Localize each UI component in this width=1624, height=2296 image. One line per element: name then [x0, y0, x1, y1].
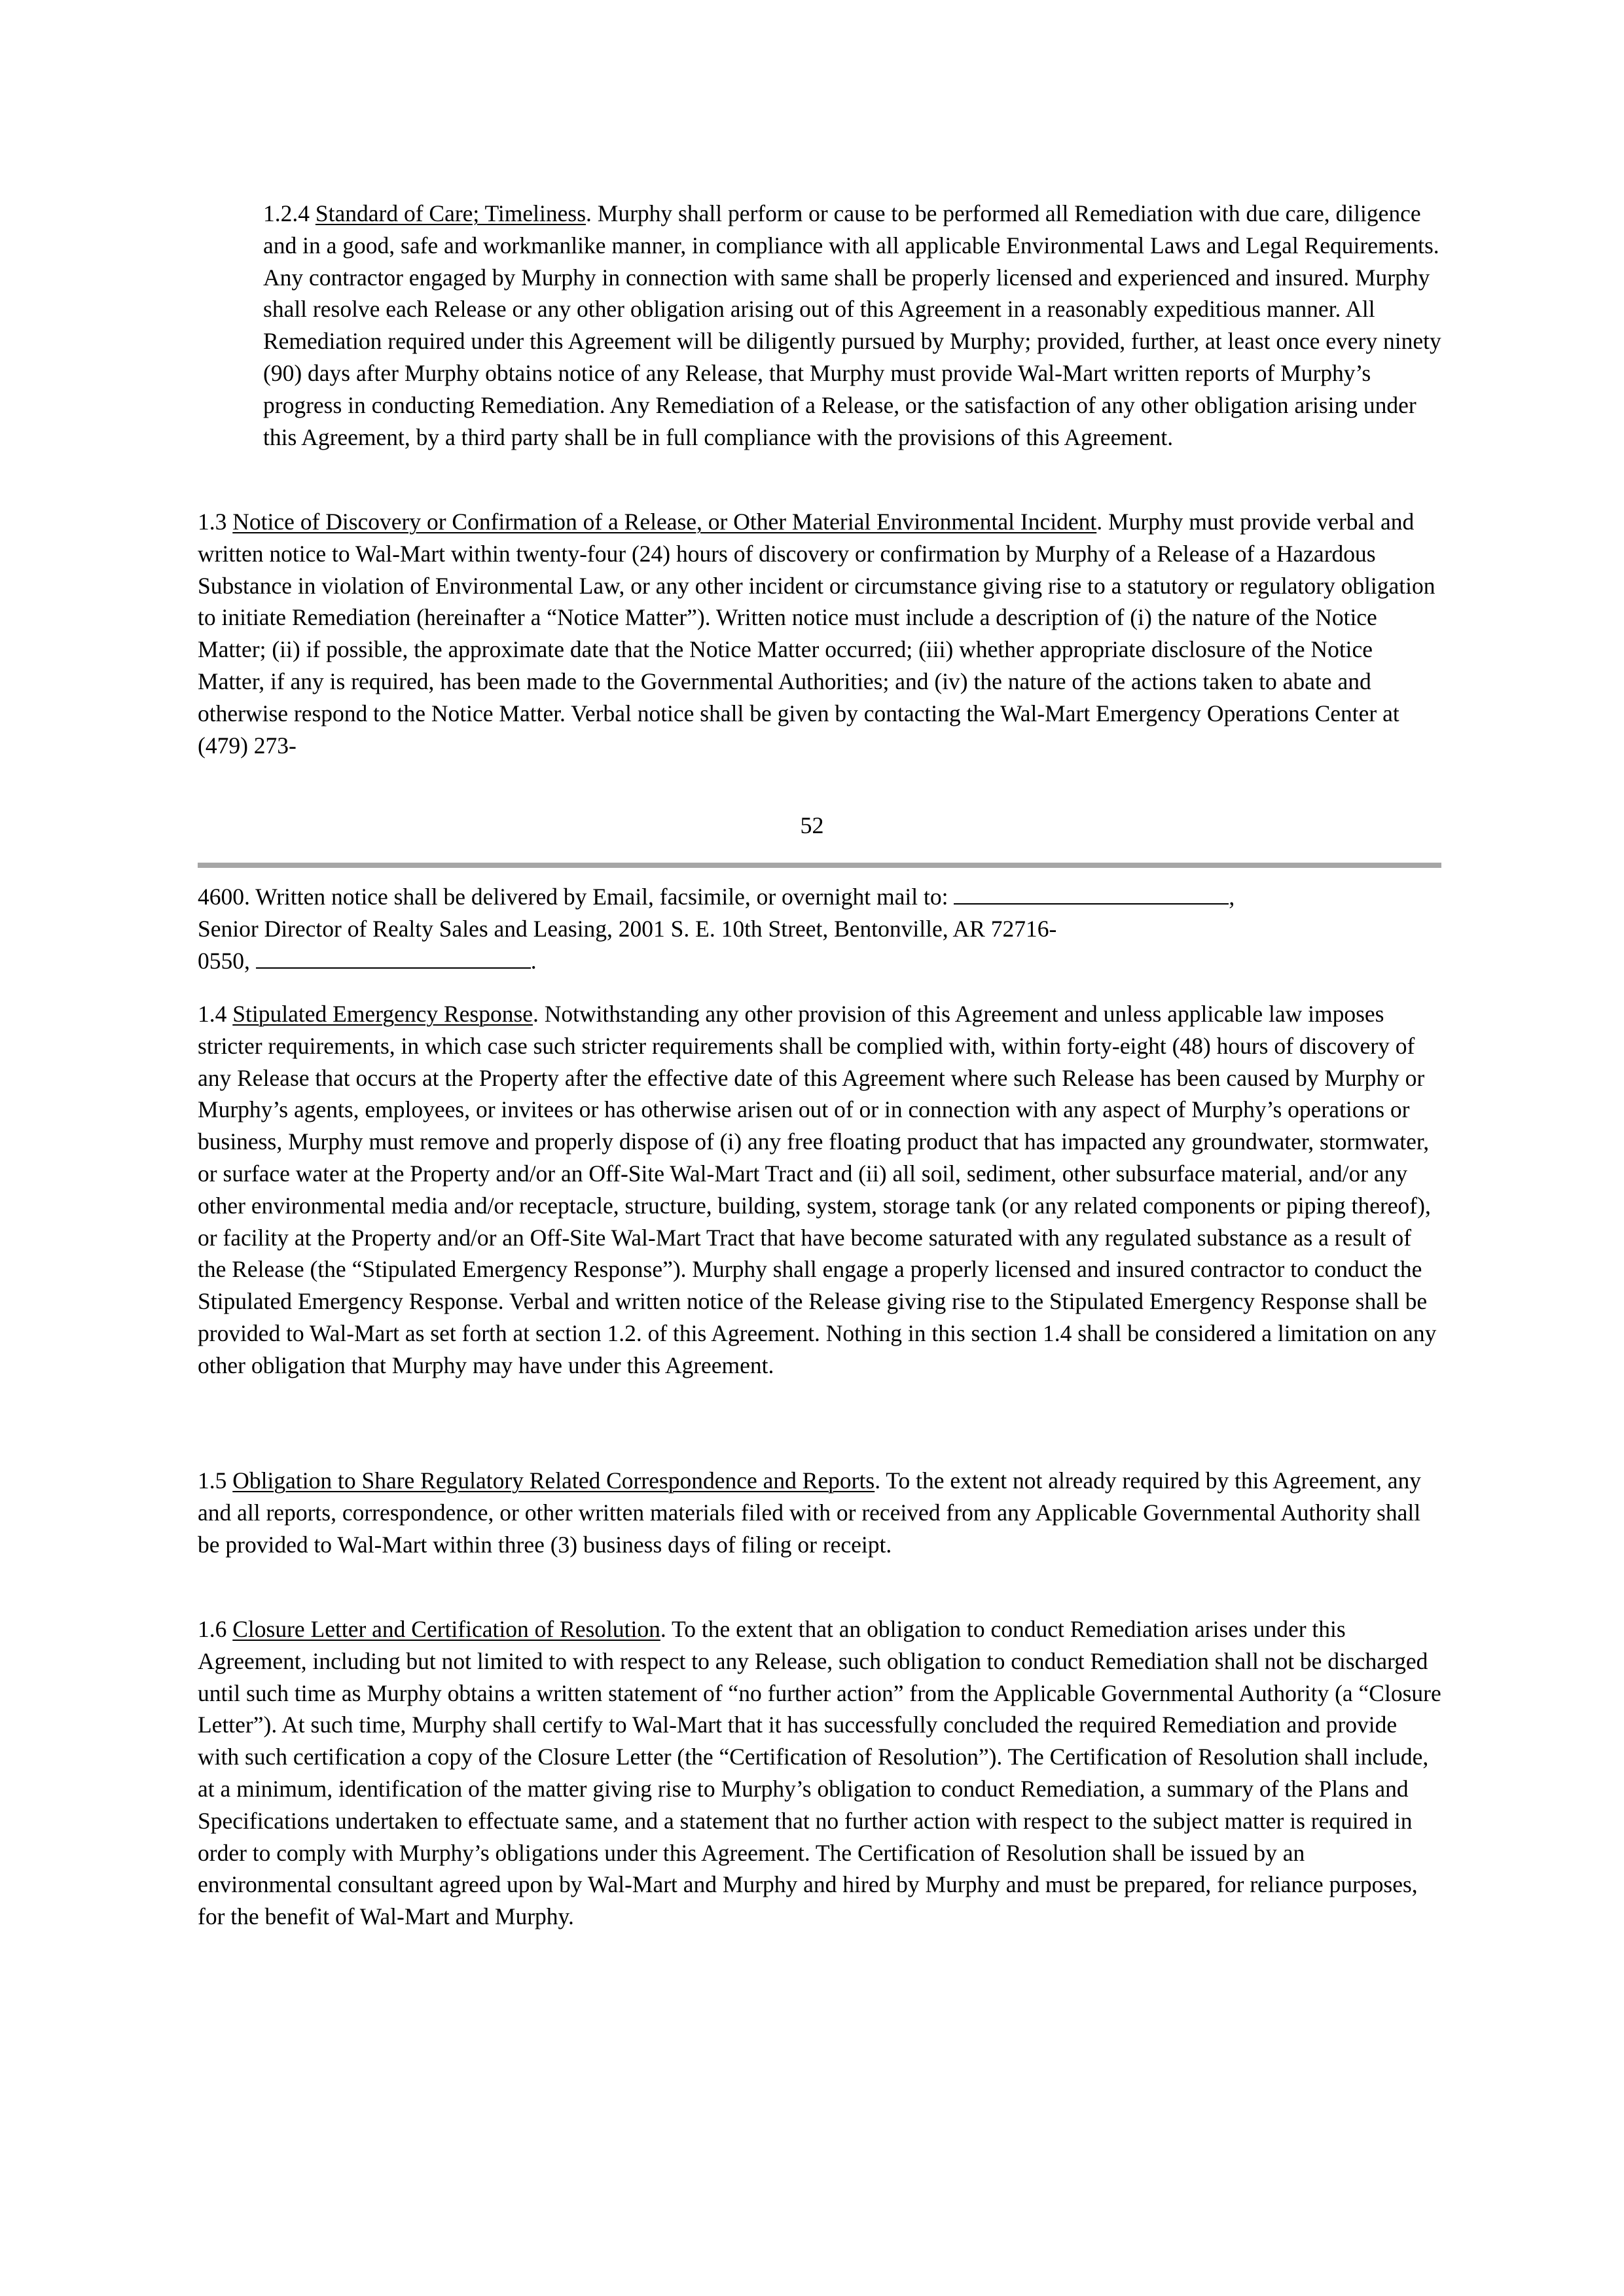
- continuation-line-3: 0550,: [198, 947, 256, 974]
- section-number: 1.2.4: [263, 200, 316, 226]
- section-heading: Stipulated Emergency Response: [232, 1001, 533, 1027]
- section-1-3-continuation: [198, 881, 1441, 977]
- recipient-name-blank: [954, 884, 1229, 905]
- section-heading: Standard of Care; Timeliness: [315, 200, 586, 226]
- section-heading: Closure Letter and Certification of Resolution: [232, 1616, 660, 1642]
- section-number: 1.4: [198, 1001, 233, 1027]
- section-1-4: [198, 998, 1441, 1382]
- page-number: 52: [800, 812, 824, 838]
- page-break-divider: [198, 863, 1441, 868]
- section-heading: Obligation to Share Regulatory Related Correspondence and Reports: [232, 1467, 875, 1494]
- continuation-line-1-end: ,: [1229, 884, 1235, 910]
- section-1-5: [198, 1465, 1441, 1560]
- contact-blank: [256, 948, 531, 969]
- section-number: 1.5: [198, 1467, 233, 1494]
- section-number: 1.3: [198, 509, 233, 535]
- continuation-line-2: Senior Director of Realty Sales and Leasing, 2001 S. E. 10th Street, Bentonville, AR 72716-: [198, 915, 1057, 942]
- section-1-6: [198, 1613, 1441, 1933]
- section-body: . To the extent not already required by this Agreement, any and all reports, correspondence, or other written materials filed with or received from any Applicable Governmental Authority shall be provided to Wal-Mart within three (3) business days of filing or receipt.: [198, 1467, 1421, 1558]
- section-body: . Notwithstanding any other provision of this Agreement and unless applicable law imposes stricter requirements, in which case such stricter requirements shall be complied with, within forty-eight (48) hours of discovery of any Release that occurs at the Property after the effective date of this Agreement where such Release has been caused by Murphy or Murphy’s agents, employees, or invitees or has otherwise arisen out of or in connection with any aspect of Murphy’s operations or business, Murphy must remove and properly dispose of (i) any free floating product that has impacted any groundwater, stormwater, or surface water at the Property and/or an Off-Site Wal-Mart Tract and (ii) all soil, sediment, other subsurface material, and/or any other environmental media and/or receptacle, structure, building, system, storage tank (or any related components or piping thereof), or facility at the Property and/or an Off-Site Wal-Mart Tract that have become saturated with any regulated substance as a result of the Release (the “Stipulated Emergency Response”). Murphy shall engage a properly licensed and insured contractor to conduct the Stipulated Emergency Response. Verbal and written notice of the Release giving rise to the Stipulated Emergency Response shall be provided to Wal-Mart as set forth at section 1.2. of this Agreement. Nothing in this section 1.4 shall be considered a limitation on any other obligation that Murphy may have under this Agreement.: [198, 1001, 1437, 1378]
- continuation-line-3-end: .: [530, 947, 537, 974]
- continuation-line-1: 4600. Written notice shall be delivered by Email, facsimile, or overnight mail to:: [198, 884, 954, 910]
- section-1-3: [198, 506, 1441, 761]
- section-1-2-4: [198, 198, 1441, 453]
- section-body: . To the extent that an obligation to conduct Remediation arises under this Agreement, including but not limited to with respect to any Release, such obligation to conduct Remediation shall not be discharged until such time as Murphy obtains a written statement of “no further action” from the Applicable Governmental Authority (a “Closure Letter”). At such time, Murphy shall certify to Wal-Mart that it has successfully concluded the required Remediation and provide with such certification a copy of the Closure Letter (the “Certification of Resolution”). The Certification of Resolution shall include, at a minimum, identification of the matter giving rise to Murphy’s obligation to conduct Remediation, a summary of the Plans and Specifications undertaken to effectuate same, and a statement that no further action with respect to the subject matter is required in order to comply with Murphy’s obligations under this Agreement. The Certification of Resolution shall be issued by an environmental consultant agreed upon by Wal-Mart and Murphy and hired by Murphy and must be prepared, for reliance purposes, for the benefit of Wal-Mart and Murphy.: [198, 1616, 1441, 1930]
- section-number: 1.6: [198, 1616, 233, 1642]
- section-body: . Murphy shall perform or cause to be performed all Remediation with due care, diligence and in a good, safe and workmanlike manner, in compliance with all applicable Environmental Laws and Legal Requirements. Any contractor engaged by Murphy in connection with same shall be properly licensed and experienced and insured. Murphy shall resolve each Release or any other obligation arising out of this Agreement in a reasonably expeditious manner. All Remediation required under this Agreement will be diligently pursued by Murphy; provided, further, at least once every ninety (90) days after Murphy obtains notice of any Release, that Murphy must provide Wal-Mart written reports of Murphy’s progress in conducting Remediation. Any Remediation of a Release, or the satisfaction of any other obligation arising under this Agreement, by a third party shall be in full compliance with the provisions of this Agreement.: [263, 200, 1441, 450]
- section-body: . Murphy must provide verbal and written notice to Wal-Mart within twenty-four (24) hours of discovery or confirmation by Murphy of a Release of a Hazardous Substance in violation of Environmental Law, or any other incident or circumstance giving rise to a statutory or regulatory obligation to initiate Remediation (hereinafter a “Notice Matter”). Written notice must include a description of (i) the nature of the Notice Matter; (ii) if possible, the approximate date that the Notice Matter occurred; (iii) whether appropriate disclosure of the Notice Matter, if any is required, has been made to the Governmental Authorities; and (iv) the nature of the actions taken to abate and otherwise respond to the Notice Matter. Verbal notice shall be given by contacting the Wal-Mart Emergency Operations Center at (479) 273-: [198, 509, 1435, 759]
- section-heading: Notice of Discovery or Confirmation of a Release, or Other Material Environmental Incident: [232, 509, 1097, 535]
